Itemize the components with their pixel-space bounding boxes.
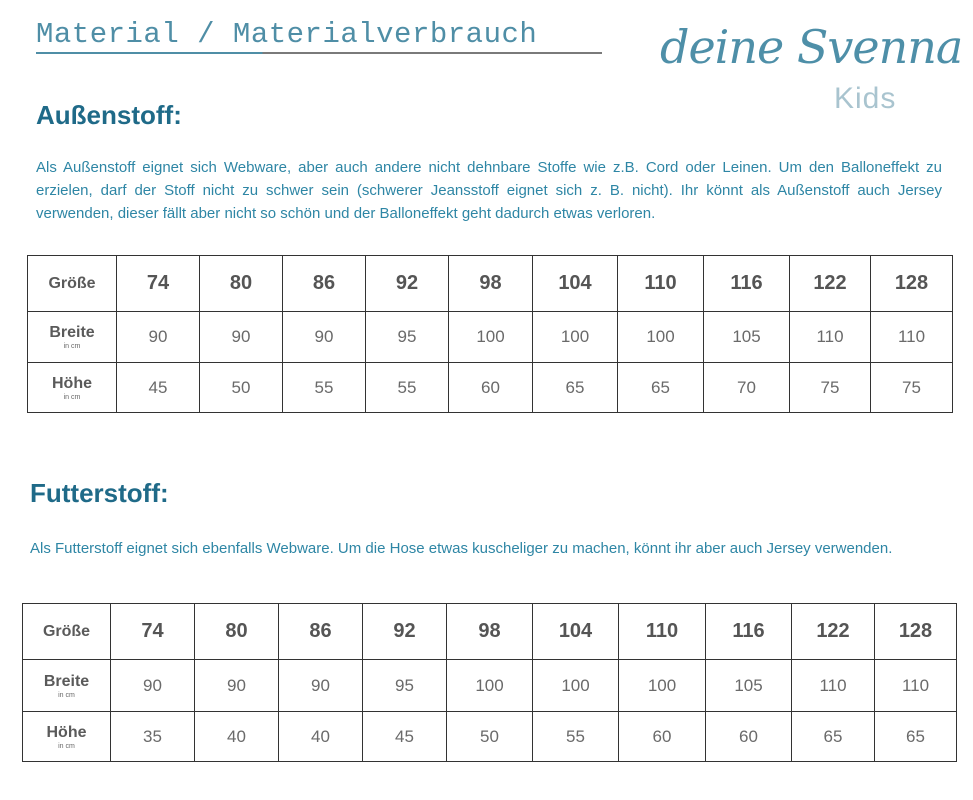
width-label-cell <box>23 660 111 712</box>
outer-fabric-text: Als Außenstoff eignet sich Webware, aber auch andere nicht dehnbare Stoffe wie z.B. Cord oder Leinen. Um den Balloneffekt zu erzielen, darf der Stoff nicht zu schwer sein (schwerer Jeansstoff eignet sich z. B. nicht). Ihr könnt als Außenstoff auch Jersey verwenden, dieser fällt aber nicht so schön und der Balloneffekt geht dadurch etwas verloren. <box>36 159 942 222</box>
height-value: 65 <box>792 712 875 762</box>
width-value: 110 <box>790 312 871 363</box>
page-title: Material / Materialverbrauch <box>36 18 538 51</box>
height-value: 55 <box>533 712 619 762</box>
width-value: 90 <box>279 660 363 712</box>
width-label: Breite <box>49 324 95 341</box>
height-label: Höhe <box>52 374 92 392</box>
width-value: 95 <box>366 312 449 363</box>
width-row <box>28 312 953 363</box>
height-row <box>23 712 957 762</box>
height-value: 70 <box>704 363 790 413</box>
width-label: Breite <box>43 672 90 690</box>
width-value: 100 <box>449 312 533 363</box>
size-cell: 80 <box>195 604 279 660</box>
height-value: 60 <box>449 363 533 413</box>
lining-fabric-heading: Futterstoff: <box>30 478 169 508</box>
height-value: 40 <box>279 712 363 762</box>
height-value: 55 <box>283 363 366 413</box>
width-value: 110 <box>792 660 875 712</box>
height-value: 60 <box>619 712 706 762</box>
height-row <box>28 363 953 413</box>
outer-fabric-table <box>27 255 953 413</box>
width-value: 100 <box>618 312 704 363</box>
size-label: Größe <box>28 256 117 312</box>
width-value: 90 <box>117 312 200 363</box>
size-cell: 116 <box>706 604 792 660</box>
size-cell: 80 <box>200 256 283 312</box>
size-cell: 128 <box>875 604 957 660</box>
lining-fabric-table <box>22 603 957 762</box>
width-value: 90 <box>111 660 195 712</box>
width-label-cell <box>28 312 117 363</box>
width-row <box>23 660 957 712</box>
page-title-underline <box>36 52 602 54</box>
size-cell: 128 <box>871 256 953 312</box>
size-cell: 110 <box>619 604 706 660</box>
width-value: 90 <box>200 312 283 363</box>
size-cell: 104 <box>533 604 619 660</box>
width-value: 95 <box>363 660 447 712</box>
height-value: 35 <box>111 712 195 762</box>
width-value: 100 <box>533 312 618 363</box>
height-value: 75 <box>871 363 953 413</box>
outer-fabric-heading: Außenstoff: <box>36 100 182 130</box>
height-label: Höhe <box>46 723 87 741</box>
size-cell: 98 <box>447 604 533 660</box>
size-row <box>28 256 953 312</box>
height-value: 65 <box>533 363 618 413</box>
width-value: 100 <box>447 660 533 712</box>
width-value: 110 <box>871 312 953 363</box>
size-cell: 116 <box>704 256 790 312</box>
height-unit: in cm <box>63 393 81 401</box>
logo-sub-text: Kids <box>834 82 897 115</box>
height-value: 60 <box>706 712 792 762</box>
height-value: 45 <box>363 712 447 762</box>
size-cell: 92 <box>363 604 447 660</box>
width-value: 100 <box>533 660 619 712</box>
width-unit: in cm <box>58 691 75 699</box>
size-cell: 104 <box>533 256 618 312</box>
size-cell: 74 <box>111 604 195 660</box>
height-unit: in cm <box>58 742 75 750</box>
size-cell: 74 <box>117 256 200 312</box>
lining-fabric-text: Als Futterstoff eignet sich ebenfalls Webware. Um die Hose etwas kuscheliger zu machen, könnt ihr aber auch Jersey verwenden. <box>30 540 893 557</box>
size-cell: 110 <box>618 256 704 312</box>
size-cell: 122 <box>790 256 871 312</box>
width-value: 90 <box>195 660 279 712</box>
logo-script-text: deine Svenna <box>660 20 963 74</box>
size-label: Größe <box>23 604 111 660</box>
size-cell: 86 <box>283 256 366 312</box>
height-label-cell <box>23 712 111 762</box>
size-cell: 98 <box>449 256 533 312</box>
height-value: 45 <box>117 363 200 413</box>
size-cell: 86 <box>279 604 363 660</box>
height-value: 50 <box>200 363 283 413</box>
width-value: 110 <box>875 660 957 712</box>
size-row <box>23 604 957 660</box>
width-value: 100 <box>619 660 706 712</box>
width-unit: in cm <box>63 343 81 350</box>
height-value: 55 <box>366 363 449 413</box>
height-value: 75 <box>790 363 871 413</box>
height-value: 65 <box>618 363 704 413</box>
height-value: 40 <box>195 712 279 762</box>
height-value: 50 <box>447 712 533 762</box>
width-value: 105 <box>704 312 790 363</box>
size-cell: 92 <box>366 256 449 312</box>
height-value: 65 <box>875 712 957 762</box>
size-cell: 122 <box>792 604 875 660</box>
height-label-cell <box>28 363 117 413</box>
width-value: 105 <box>706 660 792 712</box>
width-value: 90 <box>283 312 366 363</box>
